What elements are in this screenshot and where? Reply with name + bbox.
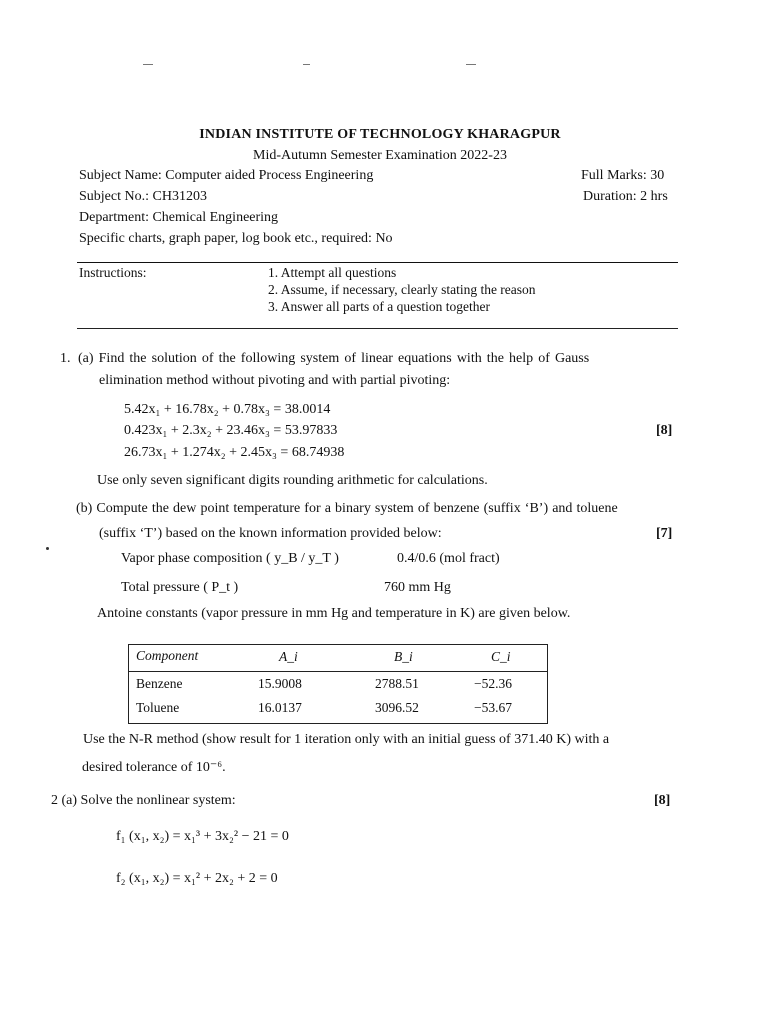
vapor-composition-value: 0.4/0.6 (mol fract) — [397, 551, 500, 566]
table-header: C_i — [491, 649, 511, 664]
nr-method-text: desired tolerance of 10⁻⁶. — [82, 760, 226, 775]
instructions-top-rule — [77, 262, 678, 263]
equation-2: 0.423x₁ + 2.3x₂ + 23.46x₃ = 53.97833 — [124, 423, 338, 438]
equation-3: 26.73x₁ + 1.274x₂ + 2.45x₃ = 68.74938 — [124, 445, 345, 460]
table-header-rule — [129, 671, 547, 672]
q1a-note: Use only seven significant digits rounding arithmetic for calculations. — [97, 473, 488, 488]
equation-f2: f₂ (x₁, x₂) = x₁² + 2x₂ + 2 = 0 — [116, 871, 278, 886]
table-cell: Toluene — [136, 700, 180, 715]
scan-mark — [303, 64, 310, 65]
q1b-marks: [7] — [656, 526, 673, 541]
antoine-table — [128, 644, 548, 724]
instruction-item: 2. Assume, if necessary, clearly stating the reason — [268, 282, 536, 297]
subject-name: Subject Name: Computer aided Process Engineering — [79, 168, 374, 183]
requirements: Specific charts, graph paper, log book etc., required: No — [79, 231, 393, 246]
department: Department: Chemical Engineering — [79, 210, 279, 225]
nr-method-text: Use the N-R method (show result for 1 iteration only with an initial guess of 371.40 K) with a — [83, 732, 610, 747]
table-cell: Benzene — [136, 676, 183, 691]
instruction-item: 3. Answer all parts of a question together — [268, 299, 490, 314]
table-cell: 16.0137 — [258, 700, 302, 715]
table-header: B_i — [394, 649, 413, 664]
q1a-text: elimination method without pivoting and with partial pivoting: — [99, 373, 451, 388]
equation-f1: f₁ (x₁, x₂) = x₁³ + 3x₂² − 21 = 0 — [116, 829, 289, 844]
q1-number: 1. — [60, 351, 71, 366]
instruction-item: 1. Attempt all questions — [268, 265, 397, 280]
duration: Duration: 2 hrs — [583, 189, 668, 204]
institute-title: INDIAN INSTITUTE OF TECHNOLOGY KHARAGPUR — [199, 127, 561, 142]
scan-mark — [466, 64, 476, 65]
instructions-label: Instructions: — [79, 265, 147, 280]
total-pressure-label: Total pressure ( P_t ) — [121, 580, 239, 595]
table-cell: −53.67 — [474, 700, 512, 715]
q2a-text: 2 (a) Solve the nonlinear system: — [51, 793, 236, 808]
table-cell: 2788.51 — [375, 676, 419, 691]
scan-dot — [46, 547, 49, 550]
q1a-text: (a) Find the solution of the following system of linear equations with the help of Gauss — [78, 351, 590, 366]
table-header: Component — [136, 648, 199, 663]
subject-no: Subject No.: CH31203 — [79, 189, 207, 204]
equation-1: 5.42x₁ + 16.78x₂ + 0.78x₃ = 38.0014 — [124, 402, 331, 417]
vapor-composition-label: Vapor phase composition ( y_B / y_T ) — [121, 551, 339, 566]
table-header: A_i — [279, 649, 298, 664]
antoine-note: Antoine constants (vapor pressure in mm Hg and temperature in K) are given below. — [97, 606, 571, 621]
exam-title: Mid-Autumn Semester Examination 2022-23 — [253, 148, 507, 163]
scan-mark — [143, 64, 153, 65]
instructions-bottom-rule — [77, 328, 678, 329]
q1b-text: (suffix ‘T’) based on the known information provided below: — [99, 526, 442, 541]
total-pressure-value: 760 mm Hg — [384, 580, 451, 595]
q1a-marks: [8] — [656, 423, 673, 438]
q1b-text: (b) Compute the dew point temperature for a binary system of benzene (suffix ‘B’) and toluene — [76, 501, 618, 516]
table-cell: −52.36 — [474, 676, 512, 691]
q2a-marks: [8] — [654, 793, 671, 808]
table-cell: 3096.52 — [375, 700, 419, 715]
table-cell: 15.9008 — [258, 676, 302, 691]
full-marks: Full Marks: 30 — [581, 168, 665, 183]
